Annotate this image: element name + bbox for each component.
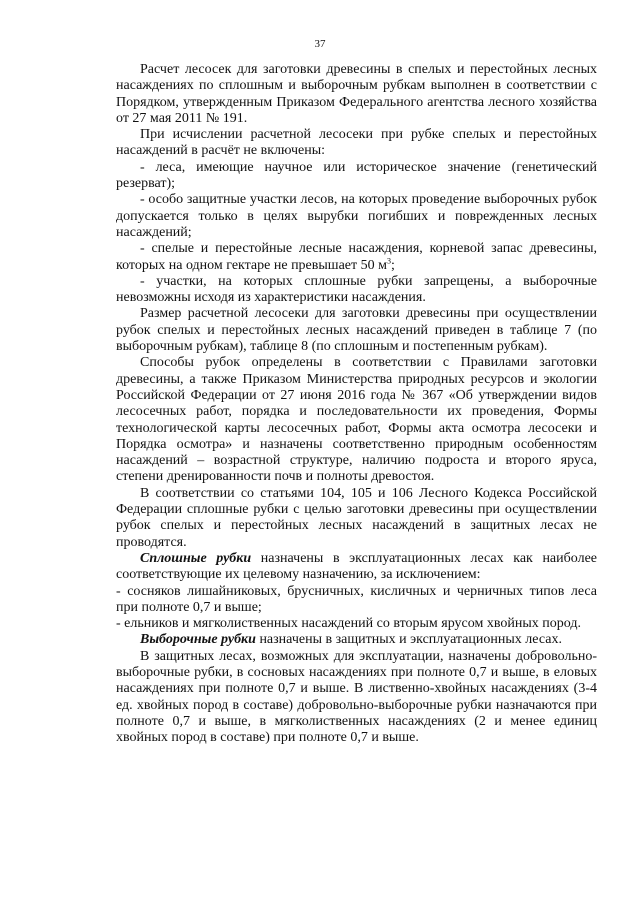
paragraph-tail: ; (390, 257, 395, 273)
paragraph-text: В защитных лесах, возможных для эксплуатации, назначены добровольно-выборочные рубки, в сосновых насаждениях при полноте 0,7 и выше, в еловых насаждениях при полноте 0,7 и выше. В лиственно-хвойных насаждениях (3-4 ед. хвойных пород в составе) добровольно-выборочные рубки назначаются при полноте 0,7 и выше, в мягколиственных насаждениях (2 и менее единиц хвойных пород в составе) при полноте 0,7 и выше. (116, 648, 597, 746)
paragraph-exclusions-intro (116, 127, 597, 160)
paragraph-text: - особо защитные участки лесов, на которых проведение выборочных рубок допускается только в целях вырубки погибших и поврежденных лесных насаждений; (116, 192, 597, 240)
list-item-protective-plots (116, 192, 597, 241)
paragraph-text: Способы рубок определены в соответствии с Правилами заготовки древесины, а также Приказом Министерства природных ресурсов и экологии Российской Федерации от 27 июня 2016 года № 367 «Об утверждении видов лесосечных работ, порядка и последовательности их проведения, Формы технологической карты лесосечных работ, Формы акта осмотра лесосеки и Порядка осмотра» и назначены соответственно природным особенностям насаждений – возрастной структуре, наличию подроста и второго яруса, степени дренированности почв и полноты древостоя. (116, 355, 597, 485)
paragraph-text: - участки, на которых сплошные рубки запрещены, а выборочные невозможны исходя из характеристики насаждения. (116, 273, 597, 306)
paragraph-text: - леса, имеющие научное или историческое значение (генетический резерват); (116, 159, 597, 192)
paragraph-cutting-size (116, 306, 597, 355)
list-item-pine-stands (116, 584, 597, 617)
list-item-scientific-forests (116, 160, 597, 193)
paragraph-clear-cutting (116, 551, 597, 584)
paragraph-text: При исчислении расчетной лесосеки при рубке спелых и перестойных насаждений в расчёт не включены: (116, 127, 597, 159)
paragraph-text: - спелые и перестойные лесные насаждения, корневой запас древесины, которых на одном гектаре не превышает 50 м (116, 241, 597, 273)
list-item-prohibited-plots (116, 274, 597, 307)
list-item-spruce-stands (116, 616, 597, 632)
paragraph-text: - ельников и мягколиственных насаждений со вторым ярусом хвойных пород. (116, 616, 581, 632)
superscript: 3 (386, 255, 391, 265)
paragraph-cutting-methods (116, 355, 597, 485)
paragraph-selective-cutting (116, 632, 597, 648)
paragraph-text: назначены в эксплуатационных лесах как наиболее соответствующие их целевому назначению, за исключением: (116, 550, 597, 583)
paragraph-forest-code (116, 486, 597, 551)
paragraph-protective-forests (116, 649, 597, 747)
document-body (116, 62, 597, 746)
paragraph-text: - сосняков лишайниковых, брусничных, кисличных и черничных типов леса при полноте 0,7 и выше; (116, 583, 597, 615)
paragraph-text: назначены в защитных и эксплуатационных лесах. (255, 632, 562, 648)
paragraph-calculation-basis (116, 62, 597, 127)
paragraph-text: В соответствии со статьями 104, 105 и 106 Лесного Кодекса Российской Федерации сплошные рубки с целью заготовки древесины при осуществлении рубок спелых и перестойных лесных насаждений в защитных лесах не проводятся. (116, 485, 597, 550)
paragraph-text: Размер расчетной лесосеки для заготовки древесины при осуществлении рубок спелых и перестойных лесных насаждений приведен в таблице 7 (по выборочным рубкам), таблице 8 (по сплошным и постепенным рубкам). (116, 306, 597, 355)
paragraph-text: Расчет лесосек для заготовки древесины в спелых и перестойных лесных насаждениях по сплошным и выборочным рубкам выполнен в соответствии с Порядком, утвержденным Приказом Федерального агентства лесного хозяйства от 27 мая 2011 № 191. (116, 62, 597, 126)
page-number: 37 (314, 38, 326, 50)
list-item-low-stock-stands (116, 241, 597, 274)
emphasis-heading: Сплошные рубки (140, 550, 252, 566)
emphasis-heading: Выборочные рубки (140, 632, 256, 648)
